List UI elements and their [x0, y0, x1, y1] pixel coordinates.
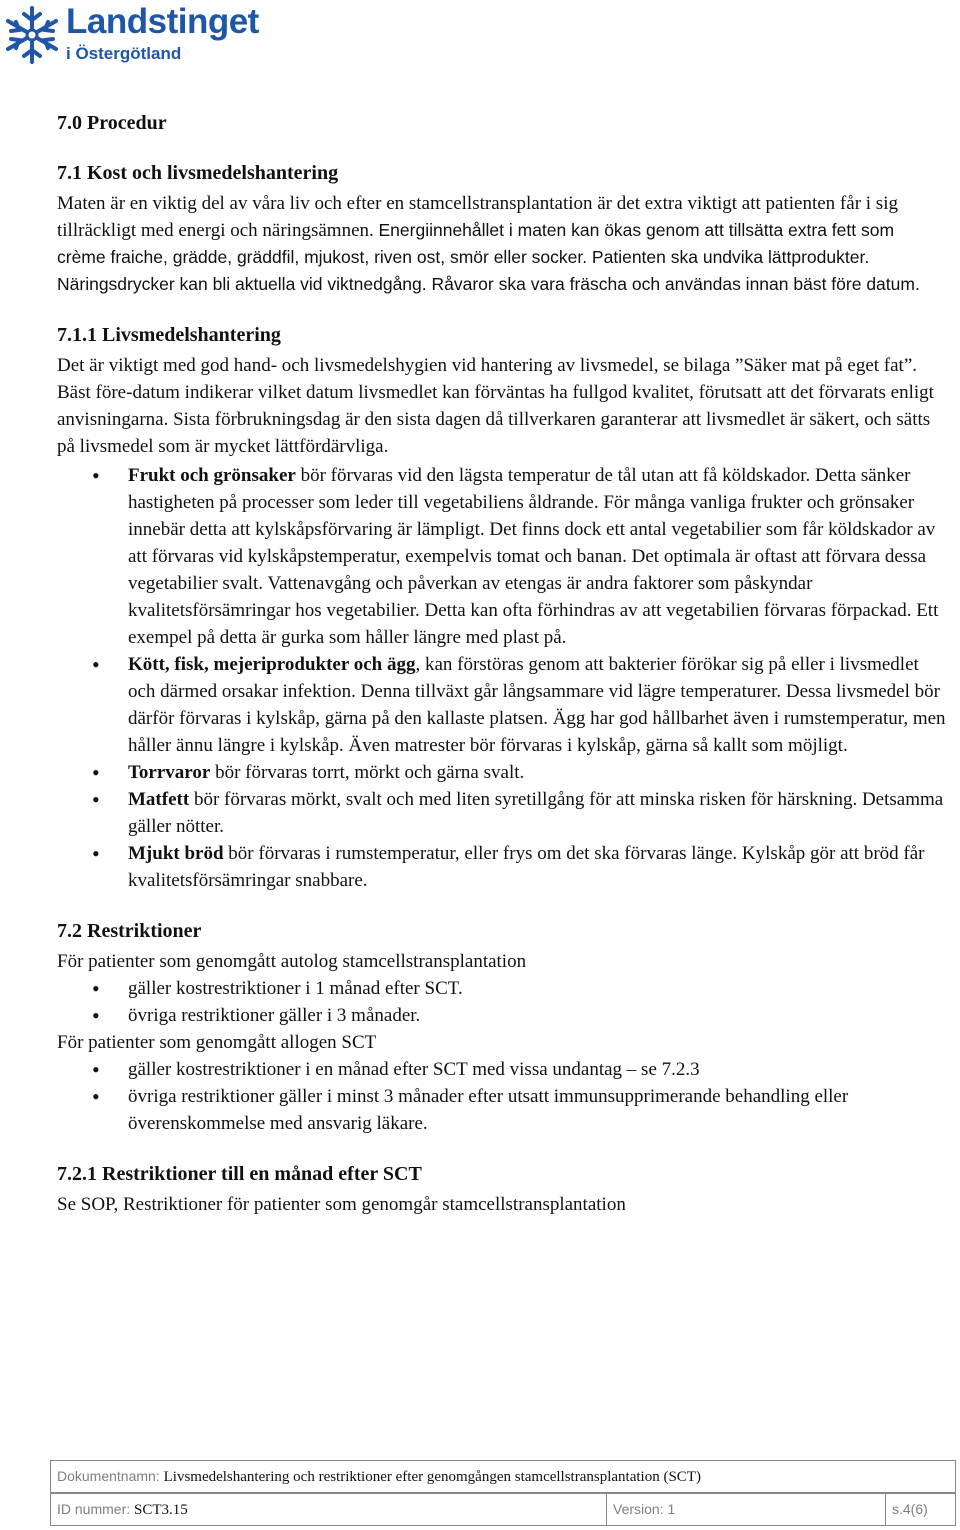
- list-item: • gäller kostrestriktioner i 1 månad efter SCT.: [57, 975, 947, 1002]
- logo-region: i Östergötland: [66, 44, 182, 63]
- document-footer: [50, 1460, 956, 1526]
- allogen-intro: För patienter som genomgått allogen SCT: [57, 1032, 377, 1053]
- list-item-heading: Frukt och grönsaker: [128, 465, 296, 486]
- landstinget-logo: [2, 0, 292, 70]
- list-item-text: bör förvaras vid den lägsta temperatur de tål utan att få köldskador. Detta sänker hastigheten på processer som leder till vegetabiliens åldrande. För många vanliga frukter och grönsaker innebär detta att kylskåpsförvaring är lämpligt. Det finns dock ett antal vegetabilier som får köldskador av att förvaras vid kylskåpstemperatur, exempelvis tomat och banan. Det optimala är oftast att förvara dessa vegetabilier svalt. Vattenavgång och påverkan av etengas är andra faktorer som påskyndar kvalitetsförsämringar hos vegetabilier. Detta kan ofta förhindras av att vegetabilien förvaras förpackad. Ett exempel på detta är gurka som håller längre med plast på.: [128, 465, 939, 648]
- section-title-7-1: 7.1 Kost och livsmedelshantering: [57, 162, 339, 184]
- snowflake-icon: [2, 4, 62, 66]
- hygiene-paragraph: Det är viktigt med god hand- och livsmedelshygien vid hantering av livsmedel, se bilaga ”Säker mat på eget fat”.: [57, 355, 918, 376]
- sop-reference: Se SOP, Restriktioner för patienter som genomgår stamcellstransplantation: [57, 1194, 626, 1215]
- paragraph-sans-part: Energiinnehållet i maten kan ökas genom att tillsätta extra fett som crème fraiche, grädde, gräddfil, mjukost, riven ost, smör eller socker. Patienten ska undvika lättprodukter. Näringsdrycker kan bli aktuella vid viktnedgång. Råvaror ska vara fräscha och användas innan bäst före datum.: [57, 220, 920, 294]
- section-title-7-2: 7.2 Restriktioner: [57, 920, 202, 942]
- list-item-text: bör förvaras torrt, mörkt och gärna svalt.: [210, 762, 525, 783]
- footer-docname-row: [50, 1460, 956, 1493]
- id-value: SCT3.15: [134, 1502, 188, 1518]
- version-label: Version:: [613, 1501, 664, 1517]
- section-title-7-2-1: 7.2.1 Restriktioner till en månad efter SCT: [57, 1163, 422, 1185]
- logo-name: Landstinget: [66, 2, 259, 41]
- autolog-intro: För patienter som genomgått autolog stamcellstransplantation: [57, 951, 527, 972]
- autolog-list: [57, 975, 947, 1029]
- version-value: 1: [667, 1501, 676, 1517]
- list-item: [57, 759, 947, 786]
- allogen-list: [57, 1056, 947, 1137]
- list-item-text: bör förvaras i rumstemperatur, eller frys om det ska förvaras länge. Kylskåp gör att bröd får kvalitetsförsämringar snabbare.: [128, 843, 925, 891]
- section-title-7-1-1: 7.1.1 Livsmedelshantering: [57, 324, 281, 346]
- id-label: ID nummer:: [57, 1501, 131, 1517]
- footer-meta-row: [50, 1493, 956, 1526]
- list-item: [57, 840, 947, 894]
- list-item: [57, 651, 947, 759]
- list-item: • övriga restriktioner gäller i minst 3 månader efter utsatt immunsupprimerande behandling eller överenskommelse med ansvarig läkare.: [57, 1083, 947, 1137]
- docname-label: Dokumentnamn:: [57, 1468, 160, 1484]
- list-item: [57, 786, 947, 840]
- page-value: 4(6): [902, 1501, 928, 1517]
- document-body: [57, 108, 947, 1218]
- list-item-heading: Kött, fisk, mejeriprodukter och ägg: [128, 654, 416, 675]
- list-item: [57, 462, 947, 651]
- list-item-heading: Mjukt bröd: [128, 843, 224, 864]
- list-item-heading: Torrvaror: [128, 762, 211, 783]
- list-item-text: , kan förstöras genom att bakterier förökar sig på eller i livsmedlet och därmed orsakar infektion. Denna tillväxt går långsammare vid lägre temperaturer. Dessa livsmedel bör därför förvaras i kylskåp, gärna på den kallaste platsen. Ägg har god hållbarhet även i rumstemperatur, men håller ännu längre i kylskåp. Även matrester bör förvaras i kylskåp, gärna så kallt som möjligt.: [128, 654, 946, 756]
- paragraph-serif-part: Maten är en viktig del av våra liv och efter en stamcellstransplantation är det extra viktigt att patienten får i sig tillräckligt med energi och näringsämnen.: [57, 193, 898, 241]
- page-label: s.: [892, 1501, 903, 1517]
- section-title-7-0: 7.0 Procedur: [57, 112, 167, 134]
- list-item: • gäller kostrestriktioner i en månad efter SCT med vissa undantag – se 7.2.3: [57, 1056, 947, 1083]
- docname-value: Livsmedelshantering och restriktioner efter genomgången stamcellstransplantation (SCT): [163, 1469, 701, 1485]
- date-paragraph: Bäst före-datum indikerar vilket datum livsmedlet kan förväntas ha fullgod kvalitet, förutsatt att det förvarats enligt anvisningarna. Sista förbrukningsdag är den sista dagen då tillverkaren garanterar att livsmedlet är säkert, och sätts på livsmedel som är mycket lättfördärvliga.: [57, 382, 934, 457]
- list-item-heading: Matfett: [128, 789, 190, 810]
- storage-list: [57, 462, 947, 894]
- list-item-text: bör förvaras mörkt, svalt och med liten syretillgång för att minska risken för härskning. Detsamma gäller nötter.: [128, 789, 944, 837]
- section-7-1-paragraph: [57, 190, 947, 298]
- list-item: • övriga restriktioner gäller i 3 månader.: [57, 1002, 947, 1029]
